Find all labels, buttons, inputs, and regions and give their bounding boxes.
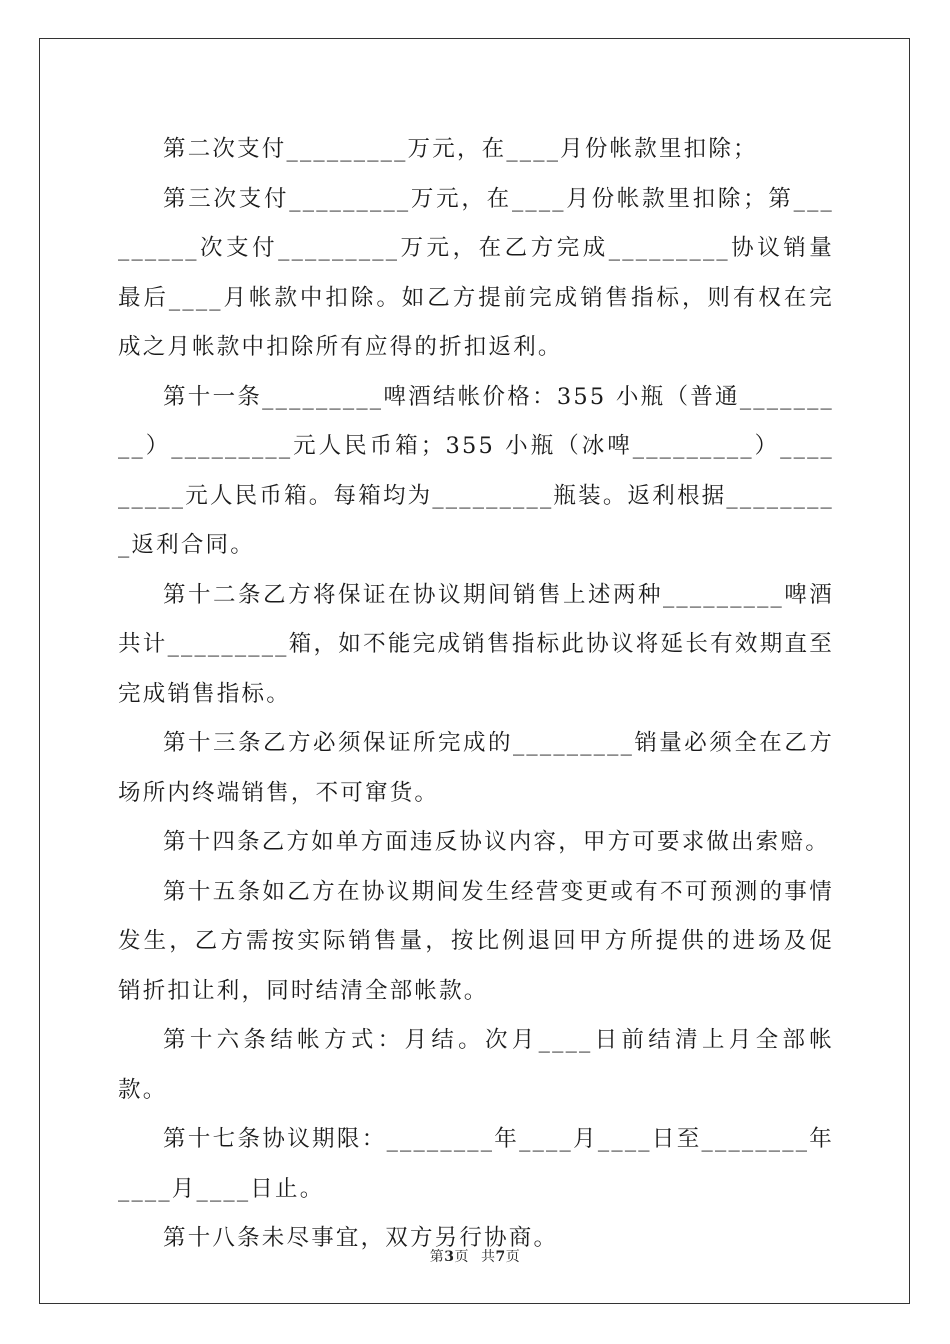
page-footer: [0, 1246, 950, 1266]
total-prefix: 共: [481, 1249, 496, 1265]
page-current: 3: [444, 1249, 455, 1265]
paragraph-article-14: 第十四条乙方如单方面违反协议内容，甲方可要求做出索赔。: [163, 829, 830, 855]
paragraph-third-payment: 第三次支付_________万元，在____月份帐款里扣除；第_________次支付_________万元，在乙方完成_________协议销量最后____月帐款中扣除。如乙方提前完成销售指标，则有权在完成之月帐款中扣除所有应得的折扣返利。: [118, 185, 834, 360]
page-suffix: 页: [454, 1249, 469, 1265]
paragraph-article-18: 第十八条未尽事宜，双方另行协商。: [163, 1225, 559, 1251]
paragraph-article-12: 第十二条乙方将保证在协议期间销售上述两种_________啤酒共计_________箱，如不能完成销售指标此协议将延长有效期直至完成销售指标。: [118, 581, 834, 707]
document-body: [118, 125, 834, 1264]
paragraph-article-13: 第十三条乙方必须保证所完成的_________销量必须全在乙方场所内终端销售，不可窜货。: [118, 730, 834, 806]
total-suffix: 页: [505, 1249, 521, 1265]
paragraph-article-17: 第十七条协议期限：________年____月____日至________年____月____日止。: [118, 1126, 834, 1202]
page-prefix: 第: [429, 1249, 445, 1265]
paragraph-article-16: 第十六条结帐方式：月结。次月____日前结清上月全部帐款。: [118, 1027, 834, 1103]
page-total: 7: [495, 1249, 506, 1265]
paragraph-article-11: 第十一条_________啤酒结帐价格：355 小瓶（普通_________）_________元人民币箱；355 小瓶（冰啤_________）_________元人民币箱。每箱均为_________瓶装。返利根据_________返利合同。: [118, 383, 834, 558]
paragraph-article-15: 第十五条如乙方在协议期间发生经营变更或有不可预测的事情发生，乙方需按实际销售量，按比例退回甲方所提供的进场及促销折扣让利，同时结清全部帐款。: [118, 878, 834, 1004]
paragraph-second-payment: 第二次支付_________万元，在____月份帐款里扣除；: [163, 136, 758, 162]
